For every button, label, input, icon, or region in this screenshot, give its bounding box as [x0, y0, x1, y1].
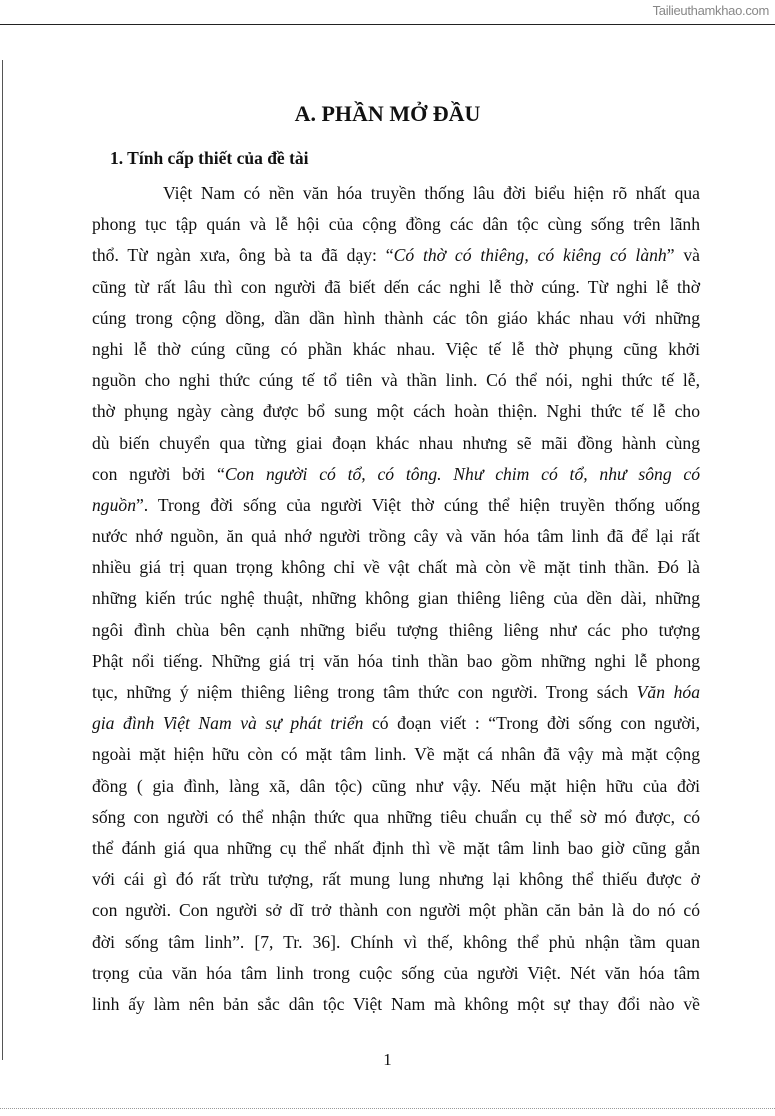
text-line — [92, 961, 700, 992]
text-line — [92, 618, 700, 649]
text-segment: đồng ( gia đình, làng xã, dân tộc) cũng như vậy. Nếu mặt hiện hữu của đời — [92, 775, 700, 796]
text-line — [92, 524, 700, 555]
text-segment: cũng từ rất lâu thì con người đã biết dến các nghi lễ thờ cúng. Từ nghi lễ thờ — [92, 276, 700, 297]
text-line — [92, 306, 700, 337]
text-segment: con người. Con người sở dĩ trở thành con người một phần căn bản là do nó có — [92, 900, 700, 921]
body-paragraph — [92, 181, 700, 1023]
watermark: Tailieuthamkhao.com — [652, 3, 769, 18]
text-line — [92, 586, 700, 617]
text-line — [92, 399, 700, 430]
italic-quote: Văn hóa — [636, 682, 700, 702]
text-segment: đời sống tâm linh”. [7, Tr. 36]. Chính vì thế, không thể phủ nhận tầm quan — [92, 931, 700, 952]
text-segment: phong tục tập quán và lễ hội của cộng đồng các dân tộc cùng sống trên lãnh — [92, 214, 700, 235]
text-line — [92, 930, 700, 961]
text-line — [92, 805, 700, 836]
text-line — [92, 711, 700, 742]
text-segment: ”. Trong đời sống của người Việt thờ cúng thể hiện truyền thống uống — [135, 494, 700, 515]
text-segment: nguồn cho nghi thức cúng tế tổ tiên và thần linh. Có thể nói, nghi thức tế lễ, — [92, 370, 700, 391]
text-segment: ngôi đình chùa bên cạnh những biểu tượng thiêng liêng như các pho tượng — [92, 619, 700, 640]
text-line — [92, 898, 700, 929]
text-segment: thờ phụng ngày càng được bổ sung một cách hoàn thiện. Nghi thức tế lễ cho — [92, 401, 700, 422]
section-heading: 1. Tính cấp thiết của đề tài — [110, 148, 309, 168]
text-line — [92, 555, 700, 586]
text-segment: con người bởi “ — [92, 463, 225, 484]
header-rule — [0, 24, 775, 25]
text-line — [92, 275, 700, 306]
page-title: A. PHẦN MỞ ĐẦU — [294, 101, 481, 126]
text-line — [92, 649, 700, 680]
text-segment: Phật nổi tiếng. Những giá trị văn hóa tinh thần bao gồm những nghi lễ phong — [92, 650, 700, 671]
text-line — [92, 368, 700, 399]
text-segment: với cái gì đó rất trừu tượng, rất mung lung nhưng lại không thể thiếu được ở — [92, 869, 700, 890]
footer-scan-artifacts — [0, 1108, 775, 1112]
text-segment: có đoạn viết : “Trong đời sống con người, — [363, 713, 700, 734]
text-segment: nước nhớ nguồn, ăn quả nhớ người trồng cây và văn hóa tâm linh đã để lại rất — [92, 526, 700, 547]
text-line — [92, 431, 700, 462]
text-line — [92, 212, 700, 243]
text-segment: Việt Nam có nền văn hóa truyền thống lâu đời biểu hiện rõ nhất qua — [163, 183, 700, 203]
text-line — [92, 337, 700, 368]
text-line — [92, 867, 700, 898]
text-segment: linh ấy làm nên bản sắc dân tộc Việt Nam mà không một sự thay đổi nào về — [92, 993, 700, 1014]
scan-margin-line — [2, 60, 3, 1060]
text-line — [92, 462, 700, 493]
text-segment: sống con người có thể nhận thức qua những tiêu chuẩn cụ thể sờ mó được, có — [92, 806, 700, 827]
text-segment: tục, những ý niệm thiêng liêng trong tâm thức con người. Trong sách — [92, 682, 637, 702]
text-segment: nghi lễ thờ cúng cũng có phần khác nhau. Việc tế lễ thờ phụng cũng khởi — [92, 338, 700, 359]
italic-quote: nguồn — [92, 494, 136, 515]
text-segment: trọng của văn hóa tâm linh trong cuộc sống của người Việt. Nét văn hóa tâm — [92, 962, 700, 983]
text-segment: dù biến chuyển qua từng giai đoạn khác nhau nhưng sẽ mãi đồng hành cùng — [92, 432, 700, 453]
text-line — [92, 181, 700, 212]
text-segment: ” và — [666, 245, 700, 266]
text-segment: những kiến trúc nghệ thuật, những không gian thiêng liêng của dền dài, những — [92, 588, 700, 609]
text-segment: thổ. Từ ngàn xưa, ông bà ta đã dạy: “ — [92, 245, 394, 266]
text-line — [92, 742, 700, 773]
text-segment: thể đánh giá qua những cụ thể nhất định thì về mặt tâm linh bao giờ cũng gắn — [92, 837, 700, 858]
text-line — [92, 680, 700, 711]
text-line — [92, 992, 700, 1023]
text-segment: ngoài mặt hiện hữu còn có mặt tâm linh. Về mặt cá nhân đã vậy mà mặt cộng — [92, 744, 700, 765]
italic-quote: Con người có tổ, có tông. Như chim có tổ, như sông có — [224, 463, 700, 484]
text-segment: nhiều giá trị quan trọng không chỉ về vật chất mà còn về mặt tinh thần. Đó là — [92, 557, 700, 578]
text-line — [92, 493, 700, 524]
italic-quote: gia đình Việt Nam và sự phát triển — [92, 713, 364, 734]
page-number: 1 — [383, 1050, 392, 1069]
text-line — [92, 836, 700, 867]
text-segment: cúng trong cộng dồng, dần dần hình thành các tôn giáo khác nhau với những — [92, 307, 700, 328]
italic-quote: Có thờ có thiêng, có kiêng có lành — [393, 245, 667, 266]
text-line — [92, 243, 700, 274]
text-line — [92, 774, 700, 805]
